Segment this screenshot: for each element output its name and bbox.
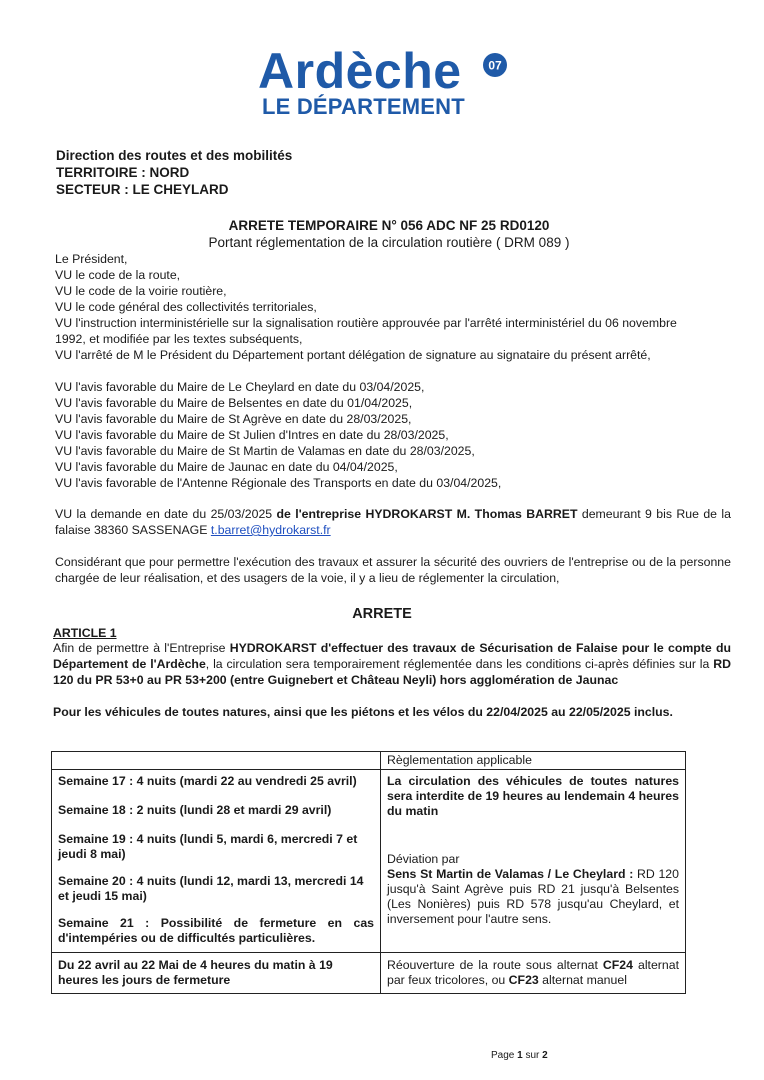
page-number: Page 1 sur 2 (491, 1050, 548, 1061)
reopening-rule-cell: Réouverture de la route sous alternat CF24 alternat par feux tricolores, ou CF23 alternat manuel (381, 953, 686, 994)
rules-cell (381, 770, 686, 953)
table-header-empty (52, 752, 381, 770)
avis-line: VU l'avis favorable du Maire de St Julien d'Intres en date du 28/03/2025, (55, 428, 449, 442)
avis-line: VU l'avis favorable du Maire de St Agrève en date du 28/03/2025, (55, 412, 412, 426)
secteur-label: SECTEUR : LE CHEYLARD (56, 182, 229, 197)
arrete-title: ARRETE TEMPORAIRE N° 056 ADC NF 25 RD0120 (228, 218, 550, 233)
week-18: Semaine 18 : 2 nuits (lundi 28 et mardi 29 avril) (58, 803, 332, 817)
arrete-heading: ARRETE (352, 606, 412, 622)
avis-line: VU l'avis favorable du Maire de Belsentes en date du 01/04/2025, (55, 396, 413, 410)
vu-line: VU l'arrêté de M le Président du Département portant délégation de signature au signataire du présent arrêté, (55, 348, 651, 362)
interdiction-text: La circulation des véhicules de toutes natures sera interdite de 19 heures au lendemain 4 heures du matin (387, 774, 679, 818)
reopening-period-cell: Du 22 avril au 22 Mai de 4 heures du matin à 19 heures les jours de fermeture (52, 953, 381, 994)
avis-line: VU l'avis favorable du Maire de St Martin de Valamas en date du 28/03/2025, (55, 444, 475, 458)
week-17: Semaine 17 : 4 nuits (mardi 22 au vendredi 25 avril) (58, 774, 357, 788)
article-1-scope: Pour les véhicules de toutes natures, ainsi que les piétons et les vélos du 22/04/2025 au 22/05/2025 inclus. (53, 705, 673, 719)
considerant-paragraph: Considérant que pour permettre l'exécution des travaux et assurer la sécurité des ouvriers de l'entreprise ou de la personne chargée de leur réalisation, et des usagers de la voie, il y a lieu de réglementer la circulation, (55, 555, 731, 585)
avis-line: VU l'avis favorable du Maire de Jaunac en date du 04/04/2025, (55, 460, 398, 474)
svg-text:07: 07 (488, 58, 502, 73)
vu-line: VU l'instruction interministérielle sur la signalisation routière approuvée par l'arrêté interministériel du 06 novembre (55, 316, 677, 330)
vu-line: Le Président, (55, 252, 128, 266)
table-row (52, 953, 686, 994)
reglementation-table (51, 751, 686, 994)
vu-line: VU le code de la voirie routière, (55, 284, 227, 298)
week-19: Semaine 19 : 4 nuits (lundi 5, mardi 6, mercredi 7 et jeudi 8 mai) (58, 832, 358, 861)
avis-line: VU l'avis favorable du Maire de Le Cheylard en date du 03/04/2025, (55, 380, 425, 394)
article-1-heading: ARTICLE 1 (53, 626, 117, 640)
table-header-row (52, 752, 686, 770)
table-row (52, 770, 686, 953)
avis-line: VU l'avis favorable de l'Antenne Régionale des Transports en date du 03/04/2025, (55, 476, 502, 490)
week-21: Semaine 21 : Possibilité de fermeture en cas d'intempéries ou de difficultés particulières. (58, 916, 374, 945)
logo-wordmark: Ardèche (258, 43, 462, 99)
deviation-label: Déviation par (387, 852, 460, 866)
table-header-reglementation: Règlementation applicable (381, 752, 686, 770)
vu-line: 1992, et modifiée par les textes subséquents, (55, 332, 303, 346)
logo-subtitle: LE DÉPARTEMENT (262, 94, 465, 119)
vu-line: VU le code de la route, (55, 268, 181, 282)
demande-paragraph: VU la demande en date du 25/03/2025 de l'entreprise HYDROKARST M. Thomas BARRET demeurant 9 bis Rue de la falaise 38360 SASSENAGE t.barret@hydrokarst.fr (55, 507, 731, 537)
arrete-subtitle: Portant réglementation de la circulation routière ( DRM 089 ) (208, 235, 570, 250)
article-1-body: Afin de permettre à l'Entreprise HYDROKARST d'effectuer des travaux de Sécurisation de Falaise pour le compte du Département de l'Ardèche, la circulation sera temporairement réglementée dans les conditions ci-après définies sur la RD 120 du PR 53+0 au PR 53+200 (entre Guignebert et Château Neyli) hors agglomération de Jaunac (53, 641, 732, 687)
vu-line: VU le code général des collectivités territoriales, (55, 300, 317, 314)
deviation-text: Sens St Martin de Valamas / Le Cheylard : RD 120 jusqu'à Saint Agrève puis RD 21 jusqu'à Belsentes (Les Nonières) puis RD 578 jusqu'au Cheylard, et inversement pour l'autre sens. (387, 867, 679, 926)
email-link[interactable]: t.barret@hydrokarst.fr (210, 523, 331, 537)
territoire-label: TERRITOIRE : NORD (56, 165, 190, 180)
direction-label: Direction des routes et des mobilités (56, 148, 293, 163)
weeks-cell (52, 770, 381, 953)
week-20: Semaine 20 : 4 nuits (lundi 12, mardi 13, mercredi 14 et jeudi 15 mai) (58, 874, 364, 903)
department-07-badge-icon (482, 52, 508, 78)
